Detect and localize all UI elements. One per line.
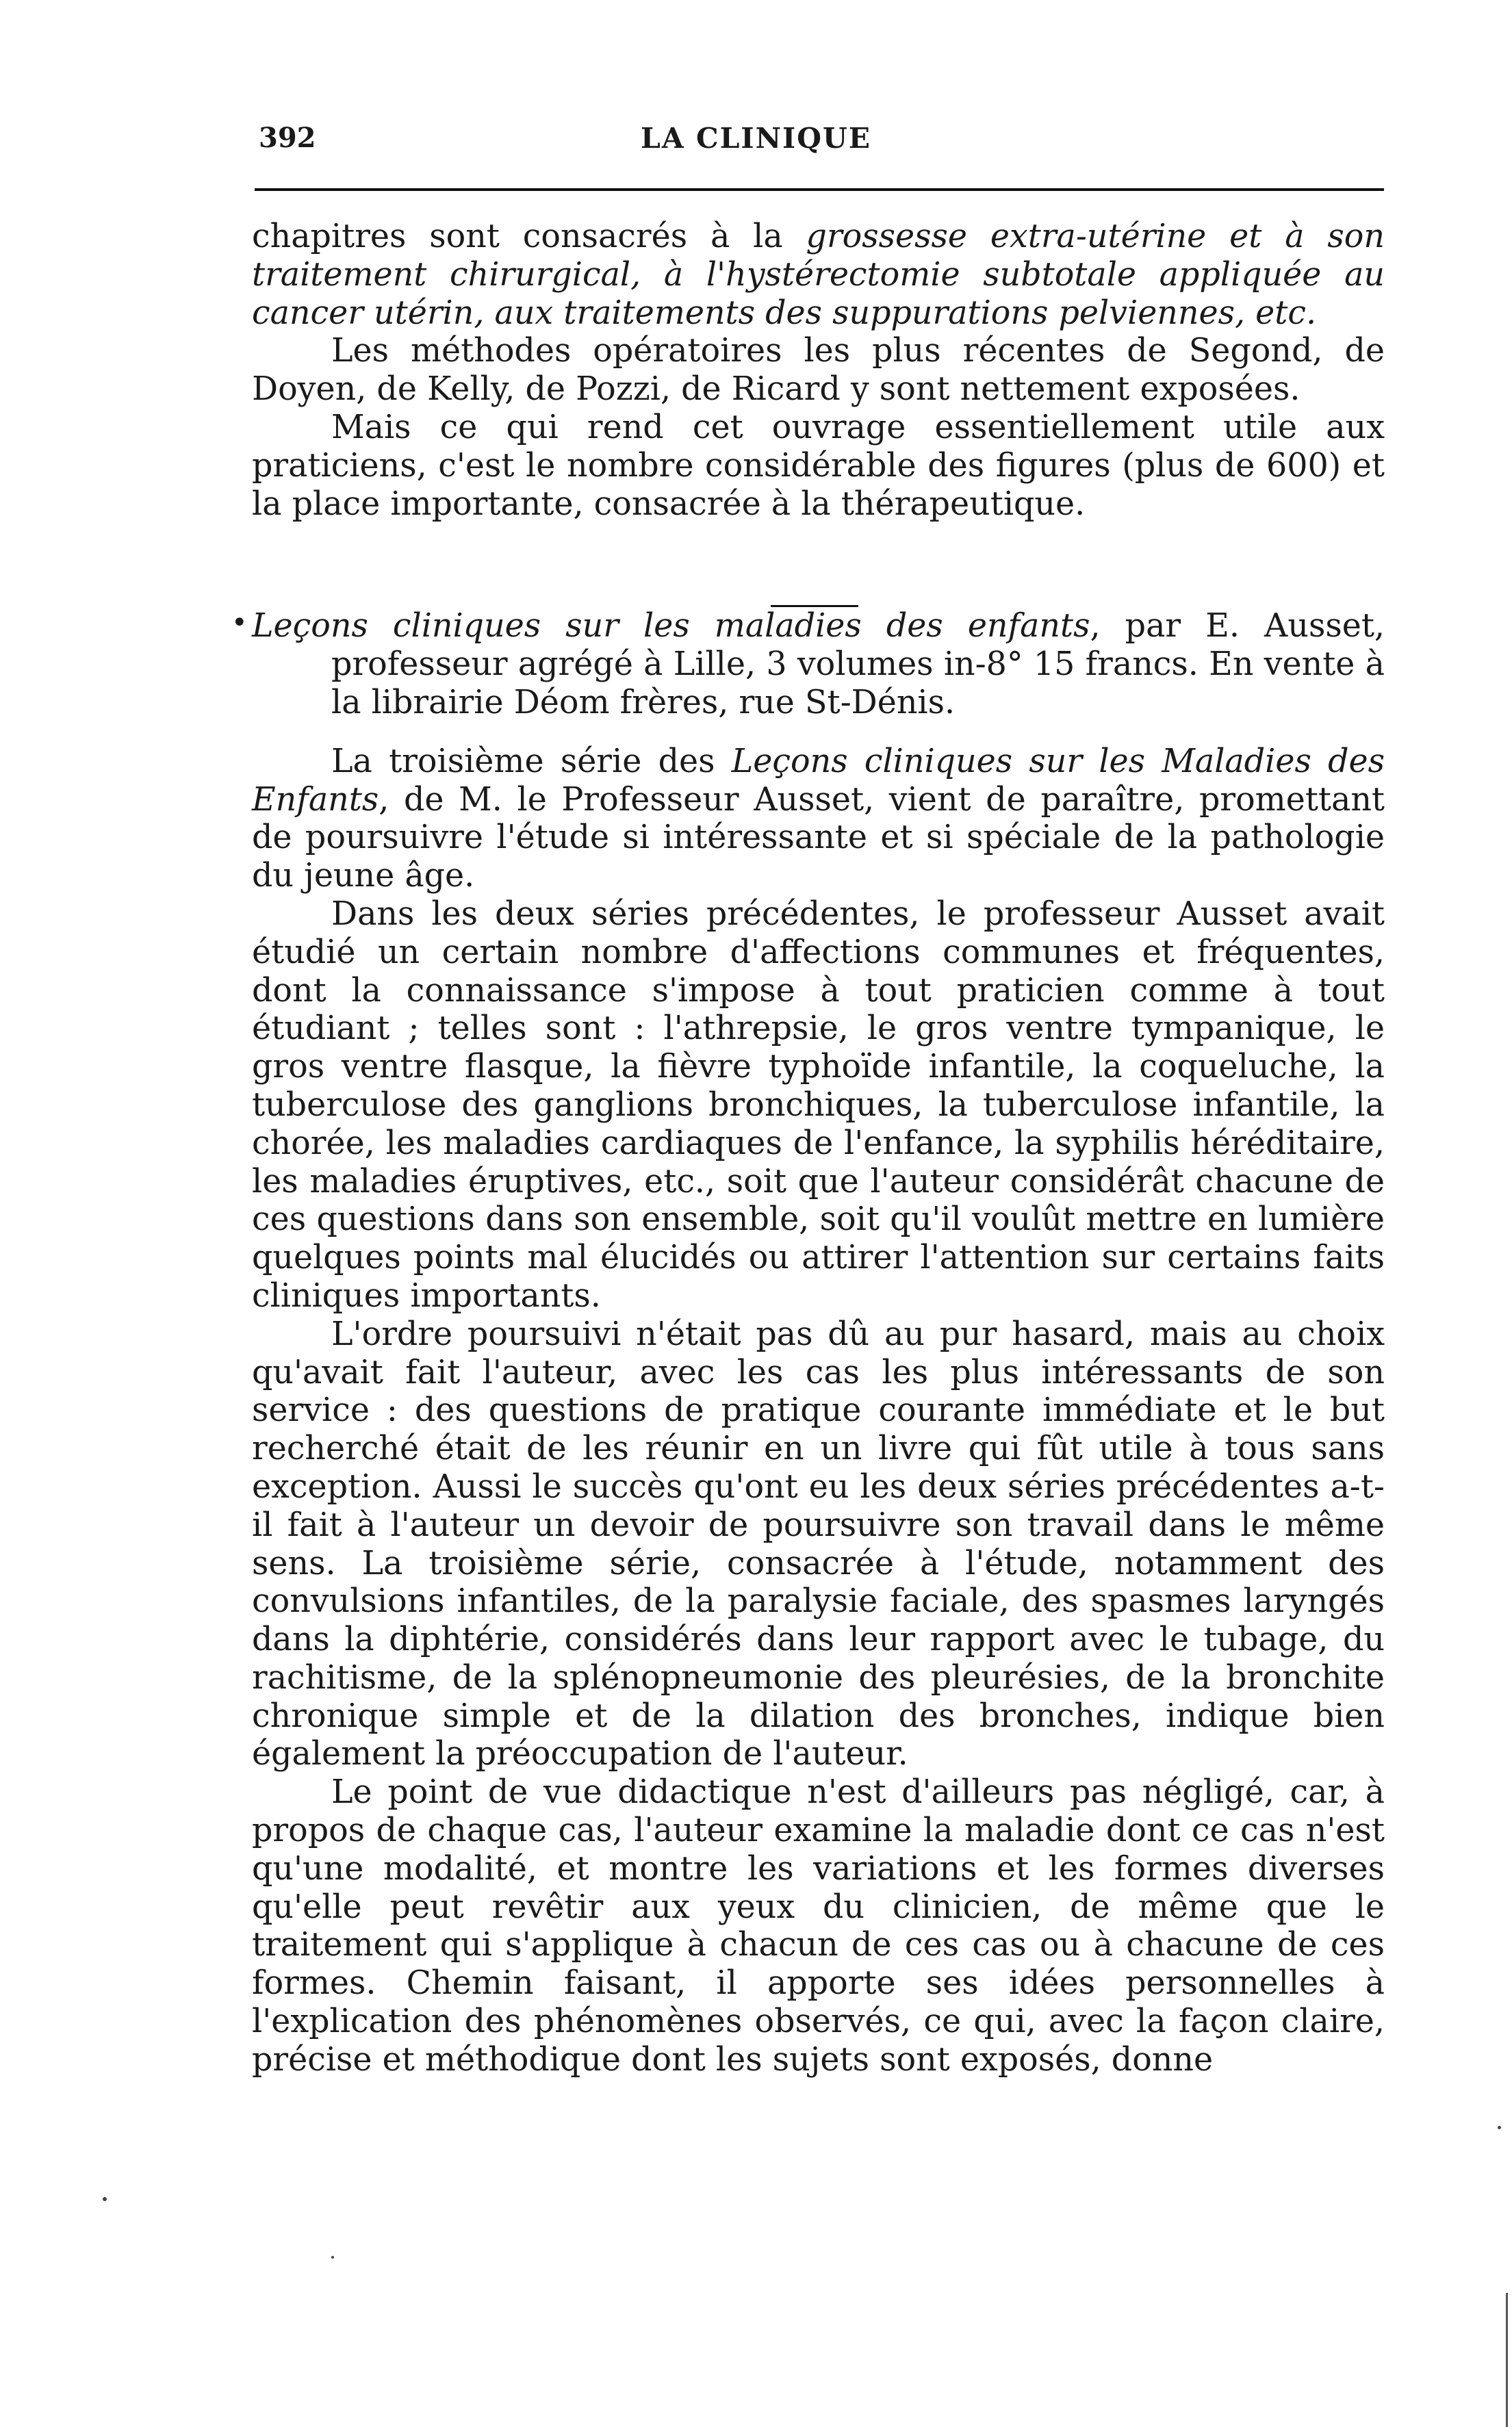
- italic-text-run: Leçons cliniques sur les Maladies des Enfants: [252, 742, 1385, 819]
- paragraph-didactic-view: [252, 1773, 1385, 2079]
- paper-speck: [331, 2256, 334, 2259]
- paper-speck: [103, 2197, 107, 2201]
- text-run: La troisième série des: [331, 742, 732, 780]
- text-run: chapitres sont consacrés à la: [252, 218, 806, 255]
- paragraph-order-followed: [252, 1315, 1385, 1774]
- entry-bullet: •: [231, 607, 248, 639]
- page-number: 392: [259, 122, 316, 154]
- italic-text-run: grossesse extra-utérine et à son traitement chirurgical, à l'hystérectomie subtotale appliquée au cancer utérin, aux traitements des suppurations pelviennes, etc.: [252, 218, 1385, 332]
- paragraph-third-series: [252, 743, 1385, 895]
- text-run: , par E. Ausset, professeur agrégé à Lille, 3 volumes in-8° 15 francs. En vente à la librairie Déom frères, rue St-Dénis.: [331, 607, 1385, 721]
- paper-speck: [1498, 2126, 1501, 2129]
- paragraph-previous-series: [252, 895, 1385, 1315]
- paragraph-figures-therapeutics: [252, 409, 1385, 523]
- page-edge-mark: [1506, 2293, 1508, 2427]
- header-rule: [255, 188, 1384, 191]
- page-body: [231, 218, 1385, 2079]
- text-run: Dans les deux séries précédentes, le professeur Ausset avait étudié un certain nombre d'affections communes et fréquentes, dont la connaissance s'impose à tout praticien comme à tout étudiant ; telles sont : l'athrepsie, le gros ventre tympanique, le gros ventre flasque, la fièvre typhoïde infantile, la coqueluche, la tuberculose des ganglions bronchiques, la tuberculose infantile, la chorée, les maladies cardiaques de l'enfance, la syphilis héréditaire, les maladies éruptives, etc., soit que l'auteur considérât chacune de ces questions dans son ensemble, soit qu'il voulût mettre en lumière quelques points mal élucidés ou attirer l'attention sur certains faits cliniques importants.: [252, 895, 1385, 1315]
- paragraph-surgery-chapters: [252, 218, 1385, 332]
- bibliographic-entry-text: [252, 607, 1385, 721]
- text-run: Le point de vue didactique n'est d'ailleurs pas négligé, car, à propos de chaque cas, l'auteur examine la maladie dont ce cas n'est qu'une modalité, et montre les variations et les formes diverses qu'elle peut revêtir aux yeux du clinicien, de même que le traitement qui s'applique à chacun de ces cas ou à chacune de ces formes. Chemin faisant, il apporte ses idées personnelles à l'explication des phénomènes observés, ce qui, avec la façon claire, précise et méthodique dont les sujets sont exposés, donne: [252, 1773, 1385, 2079]
- text-run: , de M. le Professeur Ausset, vient de paraître, promettant de poursuivre l'étude si intéressante et si spéciale de la pathologie du jeune âge.: [252, 780, 1385, 895]
- bibliographic-entry: [231, 607, 1385, 721]
- text-run: Les méthodes opératoires les plus récentes de Segond, de Doyen, de Kelly, de Pozzi, de Ricard y sont nettement exposées.: [252, 332, 1385, 409]
- italic-text-run: Leçons cliniques sur les maladies des enfants: [252, 607, 1090, 645]
- paragraph-operative-methods: [252, 332, 1385, 409]
- text-run: Mais ce qui rend cet ouvrage essentiellement utile aux praticiens, c'est le nombre considérable des figures (plus de 600) et la place importante, consacrée à la thérapeutique.: [252, 408, 1385, 523]
- text-run: L'ordre poursuivi n'était pas dû au pur hasard, mais au choix qu'avait fait l'auteur, avec les cas les plus intéressants de son service : des questions de pratique courante immédiate et le but recherché était de les réunir en un livre qui fût utile à tous sans exception. Aussi le succès qu'ont eu les deux séries précédentes a-t-il fait à l'auteur un devoir de poursuivre son travail dans le même sens. La troisième série, consacrée à l'étude, notamment des convulsions infantiles, de la paralysie faciale, des spasmes laryngés dans la diphtérie, considérés dans leur rapport avec le tubage, du rachitisme, de la splénopneumonie des pleurésies, de la bronchite chronique simple et de la dilation des bronches, indique bien également la préoccupation de l'auteur.: [252, 1315, 1385, 1773]
- running-head-title: LA CLINIQUE: [641, 122, 871, 155]
- spacer: [252, 722, 1385, 743]
